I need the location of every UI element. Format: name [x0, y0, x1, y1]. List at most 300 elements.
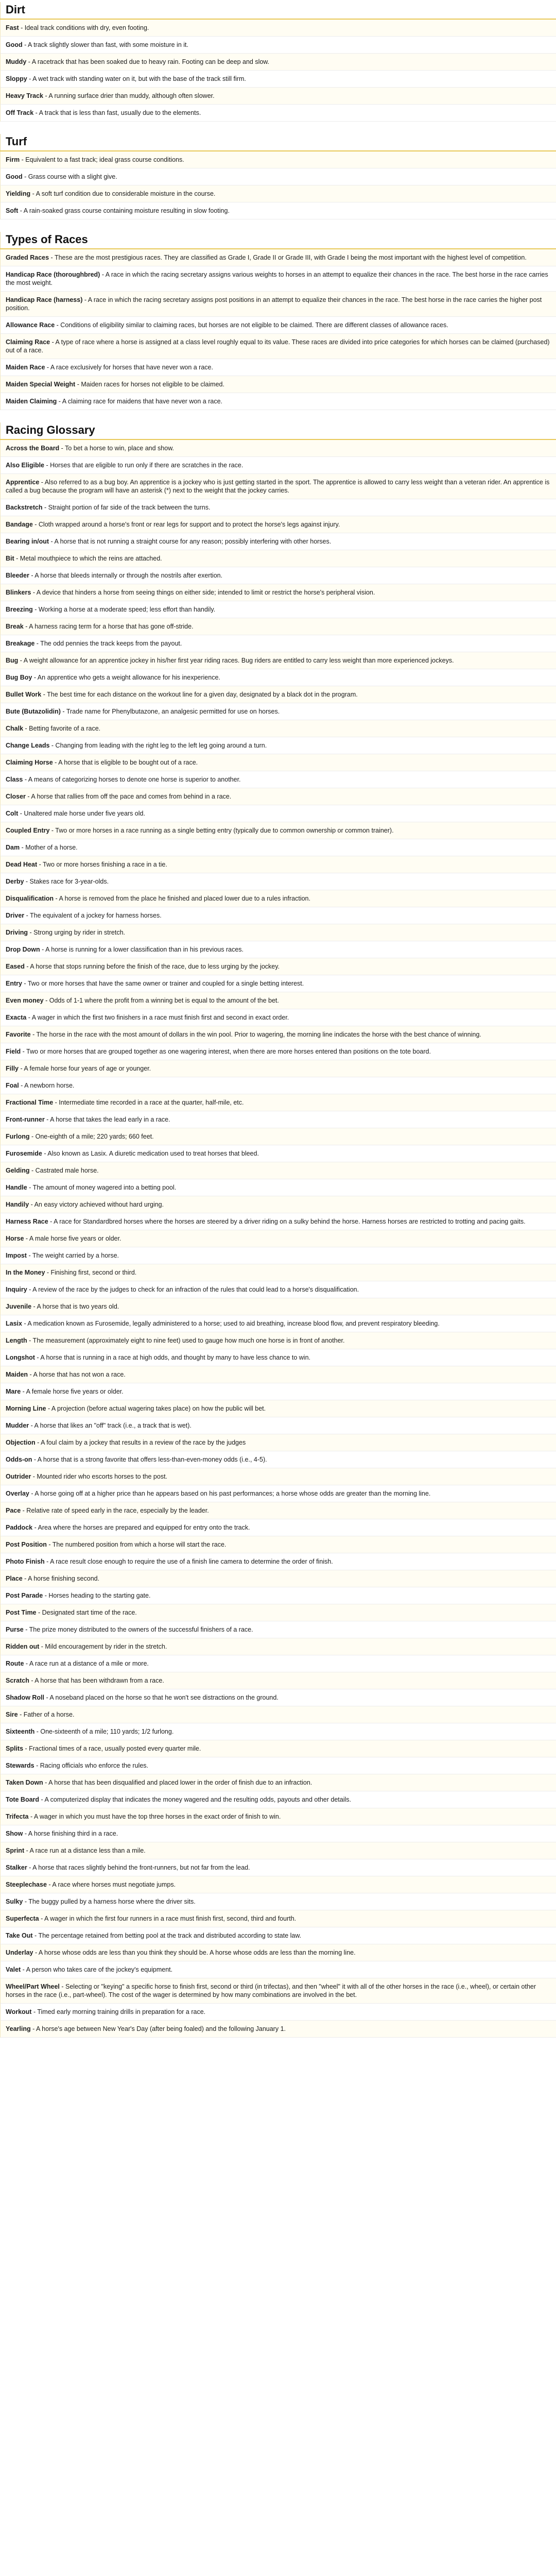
entry-term: Soft — [6, 207, 19, 214]
entry-term: Superfecta — [6, 1915, 39, 1922]
glossary-entry — [0, 975, 556, 992]
entry-term: Place — [6, 1575, 23, 1582]
entry-term: Break — [6, 623, 24, 630]
entry-description: - A weight allowance for an apprentice jockey in his/her first year riding races. Bug riders are entitled to carry less weight than more experienced jockeys. — [18, 657, 454, 664]
glossary-entry — [0, 1893, 556, 1910]
entry-description: - A racetrack that has been soaked due to heavy rain. Footing can be deep and slow. — [26, 58, 270, 65]
entry-description: - The amount of money wagered into a betting pool. — [27, 1184, 177, 1191]
entry-term: Scratch — [6, 1677, 29, 1684]
entry-description: - A wager in which you must have the top three horses in the exact order of finish to win. — [28, 1813, 281, 1820]
entry-description: - The buggy pulled by a harness horse where the driver sits. — [23, 1898, 196, 1905]
entry-description: - Odds of 1-1 where the profit from a winning bet is equal to the amount of the bet. — [43, 997, 279, 1004]
entry-term: Favorite — [6, 1031, 31, 1038]
entry-description: - A type of race where a horse is assigned at a class level roughly equal to its value. These races are divided into price categories for which horses can be claimed (purchased) out of a race. — [6, 338, 550, 354]
glossary-entry — [0, 37, 556, 54]
glossary-entry — [0, 185, 556, 202]
entry-description: - A rain-soaked grass course containing moisture resulting in slow footing. — [18, 207, 230, 214]
glossary-entry — [0, 516, 556, 533]
entry-description: - The equivalent of a jockey for harness horses. — [24, 912, 162, 919]
entry-description: - A horse that bleeds internally or through the nostrils after exertion. — [29, 572, 223, 579]
entry-description: - The best time for each distance on the workout line for a given day, designated by a black dot in the program. — [41, 691, 358, 698]
glossary-entry — [0, 1077, 556, 1094]
glossary-entry — [0, 1502, 556, 1519]
entry-description: - Stakes race for 3-year-olds. — [24, 878, 109, 885]
entry-description: - A horse that is two years old. — [31, 1303, 119, 1310]
glossary-entry — [0, 1383, 556, 1400]
entry-term: Wheel/Part Wheel — [6, 1983, 60, 1990]
entry-description: - Straight portion of far side of the track between the turns. — [42, 504, 211, 511]
glossary-entry — [0, 839, 556, 856]
glossary-entry — [0, 88, 556, 105]
glossary-entry — [0, 1451, 556, 1468]
entry-description: - A horse going off at a higher price than he appears based on his past performances; a horse whose odds are greater than the morning line. — [29, 1490, 431, 1497]
glossary-entry — [0, 1145, 556, 1162]
entry-description: - A projection (before actual wagering takes place) on how the public will bet. — [46, 1405, 266, 1412]
entry-term: Impost — [6, 1252, 27, 1259]
glossary-entry — [0, 652, 556, 669]
glossary-entry — [0, 457, 556, 474]
glossary-entry — [0, 499, 556, 516]
entry-description: - A computerized display that indicates the money wagered and the resulting odds, payouts and other details. — [39, 1796, 351, 1803]
entry-description: - A wager in which the first two finishers in a race must finish first and second in exact order. — [26, 1014, 289, 1021]
entry-term: Claiming Race — [6, 338, 50, 346]
entry-term: Bearing in/out — [6, 538, 49, 545]
entry-term: Bandage — [6, 521, 33, 528]
glossary-entry — [0, 805, 556, 822]
entry-term: Splits — [6, 1745, 24, 1752]
entry-description: - A foul claim by a jockey that results in a review of the race by the judges — [35, 1439, 246, 1446]
glossary-entry — [0, 567, 556, 584]
entry-description: - A horse that is eligible to be bought out of a race. — [53, 759, 198, 766]
entry-term: Heavy Track — [6, 92, 43, 99]
entry-description: - A track that is less than fast, usually due to the elements. — [33, 109, 201, 116]
entry-term: Gelding — [6, 1167, 30, 1174]
entry-term: Sulky — [6, 1898, 23, 1905]
entry-description: - Racing officials who enforce the rules. — [34, 1762, 148, 1769]
entry-description: - A horse finishing third in a race. — [23, 1830, 118, 1837]
entry-description: - Betting favorite of a race. — [23, 725, 101, 732]
glossary-entry — [0, 1723, 556, 1740]
entry-description: - Two or more horses finishing a race in a tie. — [37, 861, 167, 868]
entry-description: - To bet a horse to win, place and show. — [59, 445, 175, 452]
entry-term: Maiden — [6, 1371, 28, 1378]
glossary-entry — [0, 1009, 556, 1026]
glossary-entry — [0, 1468, 556, 1485]
entry-term: Derby — [6, 878, 24, 885]
glossary-entry — [0, 1672, 556, 1689]
entry-list — [0, 151, 556, 219]
entry-term: Take Out — [6, 1932, 33, 1939]
entry-term: Maiden Claiming — [6, 398, 57, 405]
glossary-entry — [0, 1400, 556, 1417]
glossary-entry — [0, 618, 556, 635]
entry-term: Muddy — [6, 58, 27, 65]
entry-description: - Relative rate of speed early in the race, especially by the leader. — [21, 1507, 209, 1514]
section-title: Types of Races — [0, 232, 556, 248]
entry-term: Furlong — [6, 1133, 30, 1140]
entry-term: Mare — [6, 1388, 21, 1395]
entry-description: - Mild encouragement by rider in the stretch. — [39, 1643, 167, 1650]
entry-term: Bit — [6, 555, 14, 562]
entry-term: Taken Down — [6, 1779, 43, 1786]
entry-description: - These are the most prestigious races. They are classified as Grade I, Grade II or Grade III, with Grade I being the most important with the highest level of competition. — [49, 254, 527, 261]
glossary-entry — [0, 1757, 556, 1774]
glossary-entry — [0, 151, 556, 168]
entry-term: Filly — [6, 1065, 19, 1072]
section-racing-glossary — [0, 422, 556, 2038]
glossary-entry — [0, 1655, 556, 1672]
entry-term: Blinkers — [6, 589, 31, 596]
glossary-entry — [0, 2021, 556, 2038]
entry-description: - A race run at a distance of a mile or more. — [24, 1660, 149, 1667]
entry-description: - A race result close enough to require the use of a finish line camera to determine the order of finish. — [44, 1558, 333, 1565]
entry-term: Stewards — [6, 1762, 34, 1769]
entry-description: - Grass course with a slight give. — [22, 173, 117, 180]
entry-term: Handle — [6, 1184, 27, 1191]
glossary-entry — [0, 856, 556, 873]
entry-description: - Finishing first, second or third. — [45, 1269, 137, 1276]
entry-term: Pace — [6, 1507, 21, 1514]
glossary-entry — [0, 1179, 556, 1196]
glossary-entry — [0, 958, 556, 975]
glossary-entry — [0, 873, 556, 890]
entry-description: - A noseband placed on the horse so that he won't see distractions on the ground. — [44, 1694, 279, 1701]
glossary-entry — [0, 168, 556, 185]
entry-term: Photo Finish — [6, 1558, 45, 1565]
entry-term: Bleeder — [6, 572, 29, 579]
entry-term: Horse — [6, 1235, 24, 1242]
entry-description: - Unaltered male horse under five years old. — [18, 810, 145, 817]
entry-description: - A horse's age between New Year's Day (after being foaled) and the following January 1. — [30, 2025, 286, 2032]
glossary-entry — [0, 686, 556, 703]
entry-term: Odds-on — [6, 1456, 32, 1463]
entry-description: - A female horse five years or older. — [21, 1388, 124, 1395]
entry-description: - Horses that are eligible to run only if there are scratches in the race. — [44, 462, 244, 469]
entry-term: Drop Down — [6, 946, 40, 953]
entry-description: - Two or more horses that are grouped together as one wagering interest, when there are more horses entered than positions on the tote board. — [21, 1048, 431, 1055]
glossary-entry — [0, 1043, 556, 1060]
entry-description: - A horse that likes an "off" track (i.e., a track that is wet). — [29, 1422, 192, 1429]
glossary-entry — [0, 1808, 556, 1825]
glossary-page — [0, 2, 556, 2038]
entry-description: - A harness racing term for a horse that has gone off-stride. — [23, 623, 194, 630]
glossary-entry — [0, 1587, 556, 1604]
glossary-entry — [0, 1740, 556, 1757]
entry-description: - A horse is running for a lower classification than in his previous races. — [40, 946, 244, 953]
entry-term: Eased — [6, 963, 25, 970]
entry-term: Allowance Race — [6, 321, 55, 329]
glossary-entry — [0, 754, 556, 771]
entry-description: - A running surface drier than muddy, although often slower. — [43, 92, 215, 99]
entry-term: Dead Heat — [6, 861, 38, 868]
entry-term: Sixteenth — [6, 1728, 35, 1735]
section-title: Racing Glossary — [0, 422, 556, 439]
entry-description: - Conditions of eligibility similar to claiming races, but horses are not eligible to be claimed. There are different classes of allowance races. — [55, 321, 448, 329]
entry-description: - A horse that is running in a race at high odds, and thought by many to have less chance to win. — [34, 1354, 310, 1361]
glossary-entry — [0, 1366, 556, 1383]
entry-description: - Metal mouthpiece to which the reins are attached. — [14, 555, 162, 562]
entry-description: - A horse that has not won a race. — [28, 1371, 126, 1378]
glossary-entry — [0, 890, 556, 907]
entry-description: - A device that hinders a horse from seeing things on either side; intended to limit or restrict the horse's peripheral vision. — [31, 589, 375, 596]
entry-term: Tote Board — [6, 1796, 40, 1803]
entry-term: Sprint — [6, 1847, 25, 1854]
entry-description: - The weight carried by a horse. — [26, 1252, 119, 1259]
entry-description: - Horses heading to the starting gate. — [43, 1592, 151, 1599]
entry-term: Even money — [6, 997, 44, 1004]
glossary-entry — [0, 292, 556, 317]
entry-term: Class — [6, 776, 23, 783]
entry-description: - Selecting or "keying" a specific horse to finish first, second or third (in trifectas), and then "wheel" it with all of the other horses in the race (i.e., wheel), or certain other horses in the race (i.e., part-wheel). The cost of the wager is determined by how many combinations are involved in the bet. — [6, 1983, 536, 1998]
entry-term: Morning Line — [6, 1405, 46, 1412]
glossary-entry — [0, 202, 556, 219]
entry-term: Handily — [6, 1201, 29, 1208]
entry-description: - Ideal track conditions with dry, even footing. — [19, 24, 149, 31]
entry-term: Graded Races — [6, 254, 49, 261]
entry-term: Sloppy — [6, 75, 27, 82]
entry-term: Route — [6, 1660, 24, 1667]
glossary-entry — [0, 1791, 556, 1808]
glossary-entry — [0, 1417, 556, 1434]
glossary-entry — [0, 20, 556, 37]
entry-description: - Timed early morning training drills in preparation for a race. — [31, 2008, 206, 2015]
glossary-entry — [0, 1621, 556, 1638]
entry-list — [0, 249, 556, 410]
entry-term: Underlay — [6, 1949, 33, 1956]
entry-term: Bullet Work — [6, 691, 42, 698]
entry-term: Maiden Special Weight — [6, 381, 76, 388]
entry-description: - One-sixteenth of a mile; 110 yards; 1/2 furlong. — [34, 1728, 174, 1735]
entry-description: - Working a horse at a moderate speed; less effort than handily. — [32, 606, 216, 613]
glossary-entry — [0, 1264, 556, 1281]
section-turf — [0, 134, 556, 219]
entry-term: Fast — [6, 24, 19, 31]
entry-term: Good — [6, 173, 23, 180]
glossary-entry — [0, 1553, 556, 1570]
entry-description: - A race in which the racing secretary assigns post positions in an attempt to equalize their chances in the race. The best horse in the race carries the higher post position. — [6, 296, 542, 312]
glossary-entry — [0, 1825, 556, 1842]
entry-description: - Father of a horse. — [18, 1711, 75, 1718]
entry-description: - A newborn horse. — [19, 1082, 75, 1089]
section-dirt — [0, 2, 556, 122]
glossary-entry — [0, 359, 556, 376]
entry-term: Claiming Horse — [6, 759, 53, 766]
entry-description: - A wet track with standing water on it, but with the base of the track still firm. — [27, 75, 246, 82]
entry-term: Breakage — [6, 640, 35, 647]
glossary-entry — [0, 550, 556, 567]
entry-term: Show — [6, 1830, 23, 1837]
entry-description: - A female horse four years of age or younger. — [19, 1065, 151, 1072]
entry-term: Backstretch — [6, 504, 43, 511]
entry-term: Entry — [6, 980, 22, 987]
entry-description: - Trade name for Phenylbutazone, an analgesic permitted for use on horses. — [60, 708, 280, 715]
entry-description: - A soft turf condition due to considerable moisture in the course. — [30, 190, 216, 197]
entry-description: - Designated start time of the race. — [36, 1609, 137, 1616]
glossary-entry — [0, 393, 556, 410]
section-title: Turf — [0, 134, 556, 150]
entry-term: Post Parade — [6, 1592, 43, 1599]
glossary-entry — [0, 669, 556, 686]
entry-description: - Mounted rider who escorts horses to the post. — [31, 1473, 168, 1480]
section-title: Dirt — [0, 2, 556, 19]
entry-term: Shadow Roll — [6, 1694, 44, 1701]
entry-description: - A race for Standardbred horses where the horses are steered by a driver riding on a sulky behind the horse. Harness horses are restricted to trotting and pacing gaits. — [48, 1218, 526, 1225]
glossary-entry — [0, 1570, 556, 1587]
glossary-entry — [0, 1859, 556, 1876]
entry-term: Sire — [6, 1711, 18, 1718]
entry-description: - A race in which the racing secretary assigns various weights to horses in an attempt to equalize their chances in the race. The best horse in the race carries the most weight. — [6, 271, 548, 286]
glossary-entry — [0, 941, 556, 958]
entry-description: - Equivalent to a fast track; ideal grass course conditions. — [20, 156, 184, 163]
entry-description: - A horse that is a strong favorite that offers less-than-even-money odds (i.e., 4-5). — [32, 1456, 267, 1463]
entry-term: Furosemide — [6, 1150, 42, 1157]
entry-description: - A horse that is not running a straight course for any reason; possibly interfering with other horses. — [49, 538, 332, 545]
glossary-entry — [0, 788, 556, 805]
entry-description: - Strong urging by rider in stretch. — [28, 929, 126, 936]
entry-term: Firm — [6, 156, 20, 163]
glossary-entry — [0, 1978, 556, 2004]
entry-description: - An easy victory achieved without hard urging. — [29, 1201, 164, 1208]
entry-description: - The numbered position from which a horse will start the race. — [46, 1541, 227, 1548]
glossary-entry — [0, 720, 556, 737]
entry-description: - Cloth wrapped around a horse's front or rear legs for support and to protect the horse's legs against injury. — [32, 521, 340, 528]
entry-term: Driver — [6, 912, 25, 919]
entry-term: Front-runner — [6, 1116, 45, 1123]
glossary-entry — [0, 584, 556, 601]
glossary-entry — [0, 1230, 556, 1247]
entry-description: - Also referred to as a bug boy. An apprentice is a jockey who is just getting started in the sport. The apprentice is allowed to carry less weight than a veteran rider. An apprentice is called a bug because the program will have an asterisk (*) next to the weight that the jockey carries. — [6, 479, 550, 494]
entry-term: Lasix — [6, 1320, 22, 1327]
entry-description: - An apprentice who gets a weight allowance for his inexperience. — [32, 674, 220, 681]
glossary-entry — [0, 1638, 556, 1655]
glossary-entry — [0, 1094, 556, 1111]
entry-description: - A person who takes care of the jockey's equipment. — [21, 1966, 173, 1973]
entry-description: - A male horse five years or older. — [24, 1235, 121, 1242]
entry-description: - A horse that takes the lead early in a race. — [44, 1116, 170, 1123]
entry-description: - The percentage retained from betting pool at the track and distributed according to state law. — [32, 1932, 302, 1939]
glossary-entry — [0, 440, 556, 457]
glossary-entry — [0, 71, 556, 88]
entry-description: - A horse that rallies from off the pace and comes from behind in a race. — [25, 793, 232, 800]
entry-term: Bug Boy — [6, 674, 32, 681]
glossary-entry — [0, 703, 556, 720]
entry-term: Chalk — [6, 725, 24, 732]
glossary-entry — [0, 1213, 556, 1230]
glossary-entry — [0, 1060, 556, 1077]
glossary-entry — [0, 1519, 556, 1536]
glossary-entry — [0, 1196, 556, 1213]
glossary-entry — [0, 907, 556, 924]
entry-term: In the Money — [6, 1269, 45, 1276]
glossary-entry — [0, 2004, 556, 2021]
entry-term: Handicap Race (harness) — [6, 296, 83, 303]
entry-term: Across the Board — [6, 445, 60, 452]
glossary-entry — [0, 249, 556, 266]
glossary-entry — [0, 1944, 556, 1961]
glossary-entry — [0, 1961, 556, 1978]
entry-description: - A means of categorizing horses to denote one horse is superior to another. — [23, 776, 241, 783]
entry-term: Ridden out — [6, 1643, 40, 1650]
entry-term: Apprentice — [6, 479, 40, 486]
entry-description: - Castrated male horse. — [29, 1167, 99, 1174]
entry-term: Field — [6, 1048, 21, 1055]
entry-term: Exacta — [6, 1014, 27, 1021]
entry-term: Driving — [6, 929, 28, 936]
entry-term: Workout — [6, 2008, 32, 2015]
entry-term: Inquiry — [6, 1286, 27, 1293]
entry-term: Purse — [6, 1626, 24, 1633]
glossary-entry — [0, 924, 556, 941]
entry-term: Bug — [6, 657, 19, 664]
entry-term: Outrider — [6, 1473, 31, 1480]
entry-term: Disqualification — [6, 895, 54, 902]
glossary-entry — [0, 266, 556, 292]
entry-term: Closer — [6, 793, 26, 800]
glossary-entry — [0, 1842, 556, 1859]
entry-description: - A horse that stops running before the finish of the race, due to less urging by the jockey. — [24, 963, 280, 970]
entry-term: Paddock — [6, 1524, 33, 1531]
entry-list — [0, 20, 556, 122]
entry-term: Also Eligible — [6, 462, 45, 469]
entry-description: - A race run at a distance less than a mile. — [24, 1847, 146, 1854]
glossary-entry — [0, 334, 556, 359]
glossary-entry — [0, 1298, 556, 1315]
glossary-entry — [0, 1689, 556, 1706]
glossary-entry — [0, 1349, 556, 1366]
glossary-entry — [0, 317, 556, 334]
entry-list — [0, 440, 556, 2038]
entry-term: Harness Race — [6, 1218, 48, 1225]
entry-term: Foal — [6, 1082, 19, 1089]
glossary-entry — [0, 1604, 556, 1621]
entry-description: - A track slightly slower than fast, with some moisture in it. — [22, 41, 188, 48]
glossary-entry — [0, 533, 556, 550]
entry-term: Length — [6, 1337, 27, 1344]
glossary-entry — [0, 1332, 556, 1349]
entry-term: Mudder — [6, 1422, 29, 1429]
entry-description: - A horse that races slightly behind the front-runners, but not far from the lead. — [27, 1864, 250, 1871]
entry-description: - The horse in the race with the most amount of dollars in the win pool. Prior to wagering, the morning line indicates the horse with the best chance of winning. — [30, 1031, 481, 1038]
entry-description: - Two or more horses in a race running as a single betting entry (typically due to common ownership or common trainer). — [49, 827, 394, 834]
glossary-entry — [0, 1876, 556, 1893]
glossary-entry — [0, 1927, 556, 1944]
glossary-entry — [0, 1315, 556, 1332]
glossary-entry — [0, 54, 556, 71]
entry-term: Handicap Race (thoroughbred) — [6, 271, 100, 278]
glossary-entry — [0, 1247, 556, 1264]
glossary-entry — [0, 1706, 556, 1723]
entry-description: - A medication known as Furosemide, legally administered to a horse; used to aid breathing, increase blood flow, and prevent respiratory bleeding. — [22, 1320, 440, 1327]
entry-description: - The prize money distributed to the owners of the successful finishers of a race. — [23, 1626, 253, 1633]
glossary-entry — [0, 1281, 556, 1298]
entry-description: - A horse is removed from the place he finished and placed lower due to a rules infraction. — [54, 895, 310, 902]
entry-term: Juvenile — [6, 1303, 32, 1310]
entry-description: - A horse that has been disqualified and placed lower in the order of finish due to an infraction. — [43, 1779, 312, 1786]
entry-term: Longshot — [6, 1354, 35, 1361]
section-types-of-races — [0, 232, 556, 410]
entry-description: - Changing from leading with the right leg to the left leg going around a turn. — [49, 742, 267, 749]
glossary-entry — [0, 992, 556, 1009]
glossary-entry — [0, 1536, 556, 1553]
glossary-entry — [0, 376, 556, 393]
entry-term: Trifecta — [6, 1813, 29, 1820]
entry-term: Coupled Entry — [6, 827, 50, 834]
entry-description: - Also known as Lasix. A diuretic medication used to treat horses that bleed. — [42, 1150, 259, 1157]
entry-description: - Fractional times of a race, usually posted every quarter mile. — [23, 1745, 201, 1752]
glossary-entry — [0, 1128, 556, 1145]
entry-description: - Intermediate time recorded in a race at the quarter, half-mile, etc. — [53, 1099, 244, 1106]
entry-description: - Mother of a horse. — [20, 844, 78, 851]
